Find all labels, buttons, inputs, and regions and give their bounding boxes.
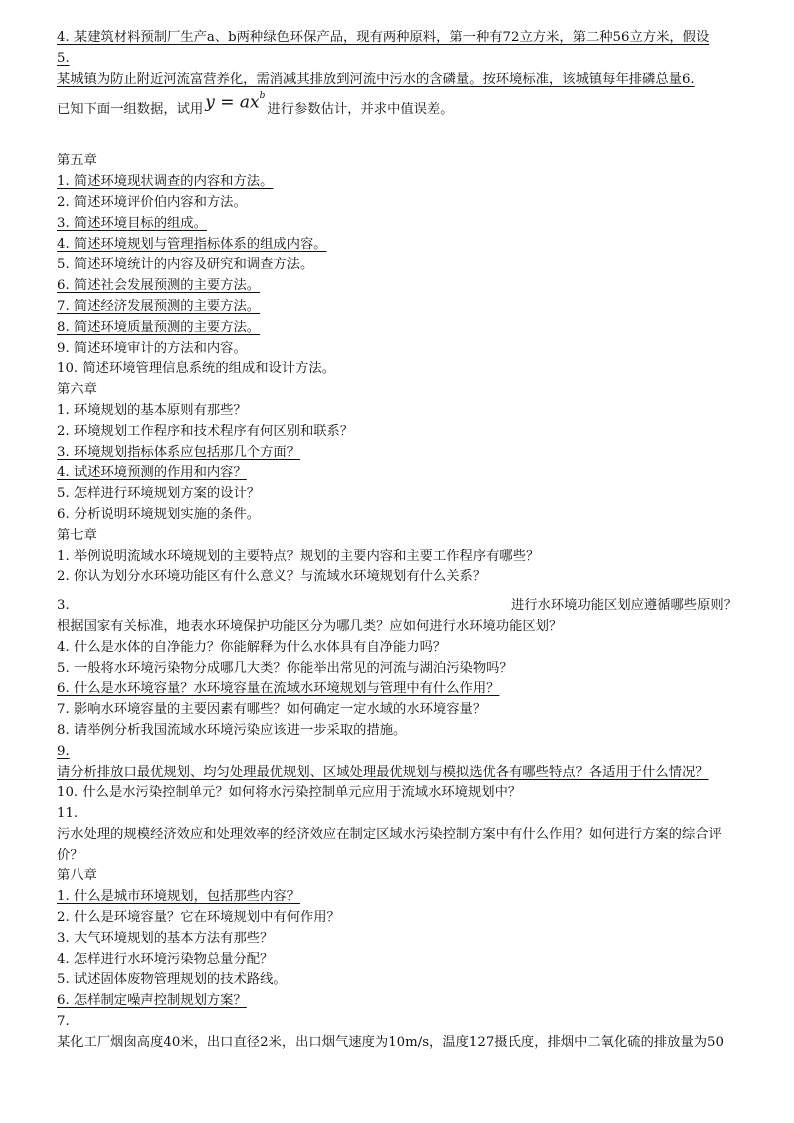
- ch5-item-1: 1. 简述环境现状调查的内容和方法。: [57, 174, 274, 190]
- ch7-item-3-continued: 根据国家有关标准，地表水环境保护功能区分为哪几类？应如何进行水环境功能区划？: [57, 618, 563, 634]
- ch8-item-6: 6. 怎样制定噪声控制规划方案？: [57, 993, 247, 1009]
- ch5-item-9: 9. 简述环境审计的方法和内容。: [57, 340, 247, 356]
- ch8-item-7: 某化工厂烟囱高度40米，出口直径2米，出口烟气速度为10m/s，温度127摄氏度，排烟中二氧化硫的排放量为50: [57, 1034, 724, 1050]
- question-5-number: 5.: [57, 50, 70, 66]
- ch8-item-1: 1. 什么是城市环境规划，包括那些内容？: [57, 889, 300, 905]
- ch5-item-2: 2. 简述环境评价伯内容和方法。: [57, 194, 247, 210]
- ch8-item-7-number: 7.: [57, 1014, 70, 1030]
- chapter-5-title: 第五章: [57, 153, 97, 169]
- formula-y-ax-b: [205, 89, 265, 113]
- ch6-item-1: 1. 环境规划的基本原则有那些？: [57, 402, 247, 418]
- ch5-item-3: 3. 简述环境目标的组成。: [57, 215, 207, 231]
- ch7-item-1: 1. 举例说明流域水环境规划的主要特点？规划的主要内容和主要工作程序有哪些？: [57, 548, 540, 564]
- ch7-item-2: 2. 你认为划分水环境功能区有什么意义？与流域水环境规划有什么关系？: [57, 569, 487, 585]
- ch8-item-4: 4. 怎样进行水环境污染物总量分配？: [57, 951, 274, 967]
- ch5-item-5: 5. 简述环境统计的内容及研究和调查方法。: [57, 257, 314, 273]
- question-6-prefix: 已知下面一组数据，试用: [57, 101, 204, 117]
- document-page: [57, 28, 737, 1054]
- formula-base: y = ax: [205, 92, 260, 113]
- ch5-item-7: 7. 简述经济发展预测的主要方法。: [57, 298, 261, 314]
- ch5-item-4: 4. 简述环境规划与管理指标体系的组成内容。: [57, 236, 327, 252]
- ch8-item-3: 3. 大气环境规划的基本方法有那些？: [57, 930, 274, 946]
- ch8-item-5: 5. 试述固体废物管理规划的技术路线。: [57, 972, 287, 988]
- question-6: [57, 90, 737, 130]
- ch6-item-5: 5. 怎样进行环境规划方案的设计？: [57, 486, 261, 502]
- ch7-item-9-number: 9.: [57, 743, 70, 759]
- ch7-item-9: 请分析排放口最优规划、均匀处理最优规划、区域处理最优规划与模拟选优各有哪些特点？各适用于什么情况？: [57, 764, 709, 780]
- ch6-item-6: 6. 分析说明环境规划实施的条件。: [57, 506, 261, 522]
- ch7-item-3-text: 进行水环境功能区划应遵循哪些原则？: [510, 598, 737, 614]
- ch5-item-8: 8. 简述环境质量预测的主要方法。: [57, 319, 261, 335]
- ch6-item-2: 2. 环境规划工作程序和技术程序有何区别和联系？: [57, 423, 354, 439]
- question-6-suffix: 进行参数估计，并求中值误差。: [267, 101, 454, 117]
- ch8-item-2: 2. 什么是环境容量？它在环境规划中有何作用？: [57, 910, 340, 926]
- question-5: 某城镇为防止附近河流富营养化，需消减其排放到河流中污水的含磷量。按环境标准，该城镇每年排磷总量6.: [57, 71, 695, 87]
- ch7-item-11: 污水处理的规模经济效应和处理效率的经济效应在制定区域水污染控制方案中有什么作用？如何进行方案的综合评价？: [57, 826, 722, 863]
- ch5-item-10: 10. 简述环境管理信息系统的组成和设计方法。: [57, 361, 336, 377]
- ch6-item-3: 3. 环境规划指标体系应包括那几个方面？: [57, 444, 300, 460]
- chapter-7-title: 第七章: [57, 527, 97, 543]
- formula-exponent: b: [259, 91, 266, 102]
- ch6-item-4: 4. 试述环境预测的作用和内容？: [57, 465, 247, 481]
- ch7-item-5: 5. 一般将水环境污染物分成哪几大类？你能举出常见的河流与湖泊污染物吗？: [57, 660, 513, 676]
- ch7-item-3: [57, 596, 737, 617]
- ch7-item-7: 7. 影响水环境容量的主要因素有哪些？如何确定一定水域的水环境容量？: [57, 702, 487, 718]
- ch7-item-4: 4. 什么是水体的自净能力？你能解释为什么水体具有自净能力吗？: [57, 639, 447, 655]
- chapter-6-title: 第六章: [57, 382, 97, 398]
- ch7-item-10: 10. 什么是水污染控制单元？如何将水污染控制单元应用于流域水环境规划中？: [57, 785, 522, 801]
- question-4: 4. 某建筑材料预制厂生产a、b两种绿色环保产品，现有两种原料，第一种有72立方米，第二种56立方米，假设: [57, 30, 710, 45]
- ch7-item-8: 8. 请举例分析我国流域水环境污染应该进一步采取的措施。: [57, 722, 407, 738]
- ch7-item-6: 6. 什么是水环境容量？水环境容量在流域水环境规划与管理中有什么作用？: [57, 681, 500, 697]
- ch5-item-6: 6. 简述社会发展预测的主要方法。: [57, 278, 261, 294]
- chapter-8-title: 第八章: [57, 868, 97, 884]
- ch7-item-3-number: 3.: [57, 598, 70, 614]
- ch7-item-11-number: 11.: [57, 806, 79, 822]
